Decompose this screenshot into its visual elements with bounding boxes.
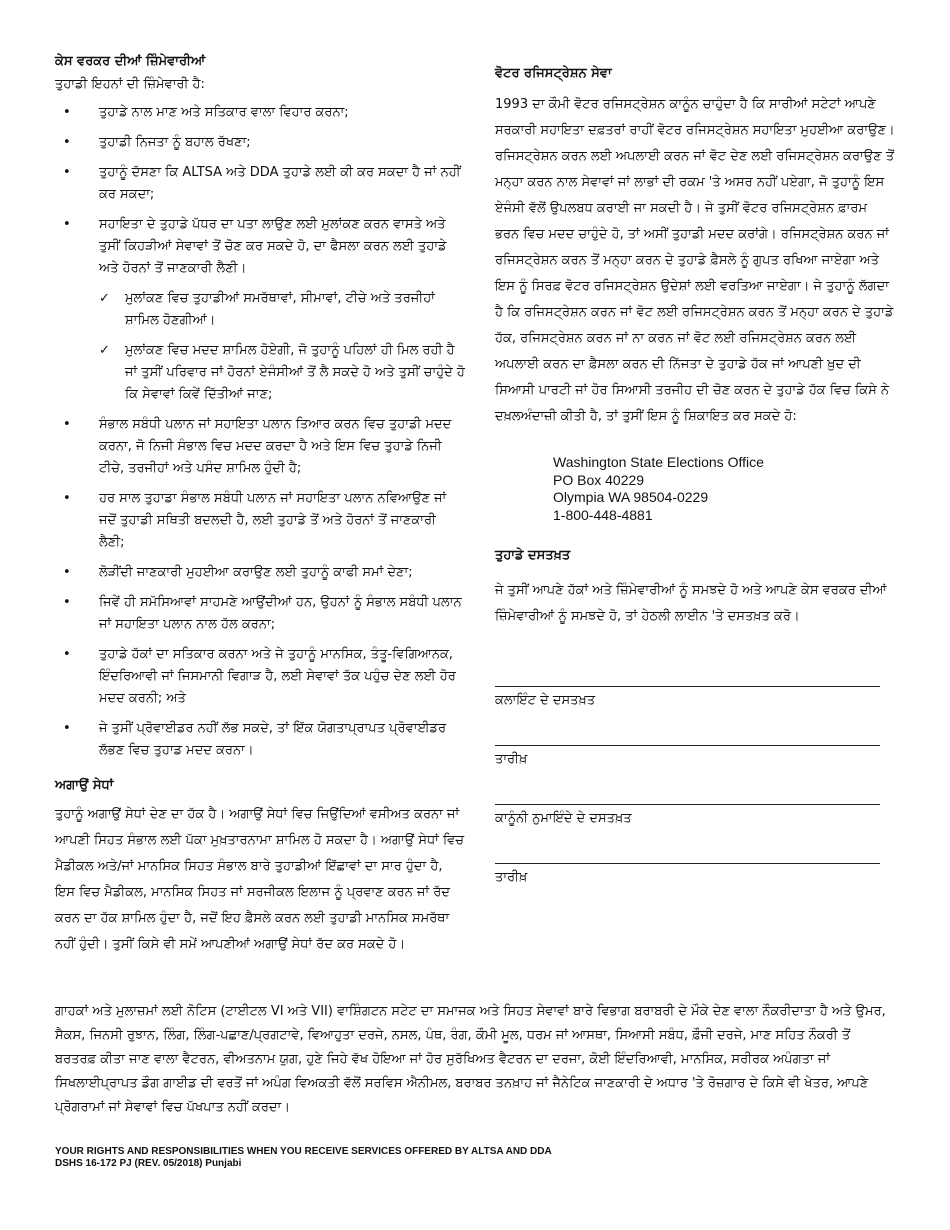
list-item: • ਤੁਹਾਡੇ ਨਾਲ ਮਾਣ ਅਤੇ ਸਤਿਕਾਰ ਵਾਲਾ ਵਿਹਾਰ ਕਰਨਾ; xyxy=(55,102,465,124)
list-item: • ਜੇ ਤੁਸੀਂ ਪ੍ਰੋਵਾਈਡਰ ਨਹੀਂ ਲੱਭ ਸਕਦੇ, ਤਾਂ ਇੱਕ ਯੋਗਤਾਪ੍ਰਾਪਤ ਪ੍ਰੋਵਾਈਡਰ ਲੱਭਣ ਵਿਚ ਤੁਹਾਡ ਮਦਦ ਕਰਨਾ। xyxy=(55,718,465,762)
check-icon: ✓ xyxy=(99,291,110,306)
date-line-2[interactable]: ਤਾਰੀਖ਼ xyxy=(495,863,880,888)
list-item: • ਜਿਵੇਂ ਹੀ ਸਮੱਸਿਆਵਾਂ ਸਾਹਮਣੇ ਆਉਂਦੀਆਂ ਹਨ, ਉਹਨਾਂ ਨੂੰ ਸੰਭਾਲ ਸਬੰਧੀ ਪਲਾਨ ਜਾਂ ਸਹਾਇਤਾ ਪਲਾਨ ਨਾਲ ਹੱਲ ਕਰਨਾ; xyxy=(55,592,465,636)
assessment-sublist xyxy=(99,288,465,406)
right-column xyxy=(495,52,895,888)
bullet-icon: • xyxy=(63,595,71,610)
check-icon: ✓ xyxy=(99,343,110,358)
list-item: • ਸਹਾਇਤਾ ਦੇ ਤੁਹਾਡੇ ਪੱਧਰ ਦਾ ਪਤਾ ਲਾਉਣ ਲਈ ਮੁਲਾਂਕਣ ਕਰਨ ਵਾਸਤੇ ਅਤੇ ਤੁਸੀਂ ਕਿਹੜੀਆਂ ਸੇਵਾਵਾਂ ਤੋਂ ਚੋਣ ਕਰ ਸਕਦੇ ਹੋ, ਦਾ ਫੈਸਲਾ ਕਰਨ ਲਈ ਤੁਹਾਡੇ ਅਤੇ ਹੋਰਨਾਂ ਤੋਂ ਜਾਣਕਾਰੀ ਲੈਣੀ। ✓ ਮੁਲਾਂਕਣ ਵਿਚ ਤੁਹਾਡੀਆਂ ਸਮਰੱਥਾਵਾਂ, ਸੀਮਾਵਾਂ, ਟੀਚੇ ਅਤੇ ਤਰਜੀਹਾਂ ਸ਼ਾਮਿਲ ਹੋਣਗੀਆਂ। ✓ ਮੁਲਾਂਕਣ ਵਿਚ ਮਦਦ ਸ਼ਾਮਿਲ ਹੋਏਗੀ, ਜੋ ਤੁਹਾਨੂੰ ਪਹਿਲਾਂ ਹੀ ਮਿਲ ਰਹੀ ਹੈ ਜਾਂ ਤੁਸੀਂ ਪਰਿਵਾਰ ਜਾਂ ਹੋਰਨਾਂ ਏਜੰਸੀਆਂ ਤੋਂ ਲੈ ਸਕਦੇ ਹੋ ਅਤੇ ਤੁਸੀਂ ਚਾਹੁੰਦੇ ਹੋ ਕਿ ਸੇਵਾਵਾਂ ਕਿਵੇਂ ਦਿੱਤੀਆਂ ਜਾਣ; xyxy=(55,214,465,406)
sub-list-item: ✓ ਮੁਲਾਂਕਣ ਵਿਚ ਤੁਹਾਡੀਆਂ ਸਮਰੱਥਾਵਾਂ, ਸੀਮਾਵਾਂ, ਟੀਚੇ ਅਤੇ ਤਰਜੀਹਾਂ ਸ਼ਾਮਿਲ ਹੋਣਗੀਆਂ। xyxy=(99,288,465,332)
voter-heading: ਵੋਟਰ ਰਜਿਸਟ੍ਰੇਸ਼ਨ ਸੇਵਾ xyxy=(495,66,612,81)
case-worker-intro: ਤੁਹਾਡੀ ਇਹਨਾਂ ਦੀ ਜ਼ਿੰਮੇਵਾਰੀ ਹੈ: xyxy=(55,77,205,92)
bullet-icon: • xyxy=(63,217,71,232)
footer-title: YOUR RIGHTS AND RESPONSIBILITIES WHEN YOU RECEIVE SERVICES OFFERED BY ALTSA AND DDA xyxy=(55,1146,552,1157)
list-item: • ਹਰ ਸਾਲ ਤੁਹਾਡਾ ਸੰਭਾਲ ਸਬੰਧੀ ਪਲਾਨ ਜਾਂ ਸਹਾਇਤਾ ਪਲਾਨ ਨਵਿਆਉਣ ਜਾਂ ਜਦੋਂ ਤੁਹਾਡੀ ਸਥਿਤੀ ਬਦਲਦੀ ਹੈ, ਲਈ ਤੁਹਾਡੇ ਤੋਂ ਅਤੇ ਹੋਰਨਾਂ ਤੋਂ ਜਾਣਕਾਰੀ ਲੈਣੀ; xyxy=(55,488,465,554)
advance-directives-heading: ਅਗਾਉਂ ਸੇਧਾਂ xyxy=(55,778,114,793)
advance-directives-text: ਤੁਹਾਨੂੰ ਅਗਾਉਂ ਸੇਧਾਂ ਦੇਣ ਦਾ ਹੱਕ ਹੈ। ਅਗਾਉਂ ਸੇਧਾਂ ਵਿਚ ਜਿਉਂਦਿਆਂ ਵਸੀਅਤ ਕਰਨਾ ਜਾਂ ਆਪਣੀ ਸਿਹਤ ਸੰਭਾਲ ਲਈ ਪੱਕਾ ਮੁਖ਼ਤਾਰਨਾਮਾ ਸ਼ਾਮਿਲ ਹੋ ਸਕਦਾ ਹੈ। ਅਗਾਉਂ ਸੇਧਾਂ ਵਿਚ ਮੈਡੀਕਲ ਅਤੇ/ਜਾਂ ਮਾਨਸਿਕ ਸਿਹਤ ਸੰਭਾਲ ਬਾਰੇ ਤੁਹਾਡੀਆਂ ਇੱਛਾਵਾਂ ਦਾ ਸਾਰ ਹੁੰਦਾ ਹੈ, ਇਸ ਵਿਚ ਮੈਡੀਕਲ, ਮਾਨਸਿਕ ਸਿਹਤ ਜਾਂ ਸਰਜੀਕਲ ਇਲਾਜ ਨੂੰ ਪ੍ਰਵਾਣ ਕਰਨ ਜਾਂ ਰੱਦ ਕਰਨ ਦਾ ਹੱਕ ਸ਼ਾਮਿਲ ਹੁੰਦਾ ਹੈ, ਜਦੋਂ ਇਹ ਫ਼ੈਸਲੇ ਕਰਨ ਲਈ ਤੁਹਾਡੀ ਮਾਨਸਿਕ ਸਮਰੱਥਾ ਨਹੀਂ ਹੁੰਦੀ। ਤੁਸੀਂ ਕਿਸੇ ਵੀ ਸਮੇਂ ਆਪਣੀਆਂ ਅਗਾਉਂ ਸੇਧਾਂ ਰੱਦ ਕਰ ਸਕਦੇ ਹੋ। xyxy=(55,807,465,952)
bullet-icon: • xyxy=(63,721,71,736)
case-worker-heading: ਕੇਸ ਵਰਕਰ ਦੀਆਂ ਜ਼ਿੰਮੇਵਾਰੀਆਂ xyxy=(55,54,206,69)
bullet-icon: • xyxy=(63,105,71,120)
bullet-icon: • xyxy=(63,565,71,580)
signature-heading: ਤੁਹਾਡੇ ਦਸਤਖ਼ਤ xyxy=(495,548,571,563)
list-item: • ਲੋੜੀਂਦੀ ਜਾਣਕਾਰੀ ਮੁਹਈਆ ਕਰਾਉਣ ਲਈ ਤੁਹਾਨੂੰ ਕਾਫੀ ਸਮਾਂ ਦੇਣਾ; xyxy=(55,562,465,584)
bullet-icon: • xyxy=(63,491,71,506)
nondiscrimination-notice: ਗਾਹਕਾਂ ਅਤੇ ਮੁਲਾਜ਼ਮਾਂ ਲਈ ਨੋਟਿਸ (ਟਾਈਟਲ VI ਅਤੇ VII) ਵਾਸ਼ਿੰਗਟਨ ਸਟੇਟ ਦਾ ਸਮਾਜਕ ਅਤੇ ਸਿਹਤ ਸੇਵਾਵਾਂ ਬਾਰੇ ਵਿਭਾਗ ਬਰਾਬਰੀ ਦੇ ਮੌਕੇ ਦੇਣ ਵਾਲਾ ਨੌਕਰੀਦਾਤਾ ਹੈ ਅਤੇ ਉਮਰ, ਸੈਕਸ, ਜਿਨਸੀ ਰੁਝਾਨ, ਲਿੰਗ, ਲਿੰਗ-ਪਛਾਣ/ਪ੍ਰਗਟਾਵੇ, ਵਿਆਹੁਤਾ ਦਰਜੇ, ਨਸਲ, ਪੰਥ, ਰੰਗ, ਕੌਮੀ ਮੂਲ, ਧਰਮ ਜਾਂ ਆਸਥਾ, ਸਿਆਸੀ ਸਬੰਧ, ਫ਼ੌਜੀ ਦਰਜੇ, ਮਾਣ ਸਹਿਤ ਨੌਕਰੀ ਤੋਂ ਬਰਤਰਫ਼ ਕੀਤਾ ਜਾਣ ਵਾਲਾ ਵੈਟਰਨ, ਵੀਅਤਨਾਮ ਯੁਗ, ਹੁਣੇ ਜਿਹੇ ਵੱਖ ਹੋਇਆ ਜਾਂ ਹੋਰ ਸੁਰੱਖਿਅਤ ਵੈਟਰਨ ਦਾ ਦਰਜਾ, ਕੋਈ ਇੰਦਰਿਆਵੀ, ਮਾਨਸਿਕ, ਸਰੀਰਕ ਅਪੰਗਤਾ ਜਾਂ ਸਿਖਲਾਈਪ੍ਰਾਪਤ ਡੌਗ ਗਾਈਡ ਦੀ ਵਰਤੋਂ ਜਾਂ ਅਪੰਗ ਵਿਅਕਤੀ ਵੱਲੋਂ ਸਰਵਿਸ ਐਨੀਮਲ, ਬਰਾਬਰ ਤਨਖ਼ਾਹ ਜਾਂ ਜੈਨੇਟਿਕ ਜਾਣਕਾਰੀ ਦੇ ਅਧਾਰ 'ਤੇ ਰੋਜ਼ਗਾਰ ਦੇ ਕਿਸੇ ਵੀ ਖੇਤਰ, ਆਪਣੇ ਪ੍ਰੋਗਰਾਮਾਂ ਜਾਂ ਸੇਵਾਵਾਂ ਵਿਚ ਪੱਖਪਾਤ ਨਹੀਂ ਕਰਦਾ। xyxy=(55,1004,886,1115)
voter-text: 1993 ਦਾ ਕੌਮੀ ਵੋਟਰ ਰਜਿਸਟ੍ਰੇਸ਼ਨ ਕਾਨੂੰਨ ਚਾਹੁੰਦਾ ਹੈ ਕਿ ਸਾਰੀਆਂ ਸਟੇਟਾਂ ਆਪਣੇ ਸਰਕਾਰੀ ਸਹਾਇਤਾ ਦਫ਼ਤਰਾਂ ਰਾਹੀਂ ਵੋਟਰ ਰਜਿਸਟ੍ਰੇਸ਼ਨ ਸਹਾਇਤਾ ਮੁਹਈਆ ਕਰਾਉਣ। ਰਜਿਸਟ੍ਰੇਸ਼ਨ ਕਰਨ ਲਈ ਅਪਲਾਈ ਕਰਨ ਜਾਂ ਵੋਟ ਦੇਣ ਲਈ ਰਜਿਸਟ੍ਰੇਸ਼ਨ ਕਰਾਉਣ ਤੋਂ ਮਨ੍ਹਾ ਕਰਨ ਨਾਲ ਸੇਵਾਵਾਂ ਜਾਂ ਲਾਭਾਂ ਦੀ ਰਕਮ 'ਤੇ ਅਸਰ ਨਹੀਂ ਪਏਗਾ, ਜੋ ਤੁਹਾਨੂੰ ਇਸ ਏਜੰਸੀ ਵੱਲੋਂ ਉਪਲਬਧ ਕਰਾਈ ਜਾ ਸਕਦੀ ਹੈ। ਜੇ ਤੁਸੀਂ ਵੋਟਰ ਰਜਿਸਟ੍ਰੇਸ਼ਨ ਫ਼ਾਰਮ ਭਰਨ ਵਿਚ ਮਦਦ ਚਾਹੁੰਦੇ ਹੋ, ਤਾਂ ਅਸੀਂ ਤੁਹਾਡੀ ਮਦਦ ਕਰਾਂਗੇ। ਰਜਿਸਟ੍ਰੇਸ਼ਨ ਕਰਨ ਜਾਂ ਰਜਿਸਟ੍ਰੇਸ਼ਨ ਕਰਨ ਤੋਂ ਮਨ੍ਹਾ ਕਰਨ ਦੇ ਤੁਹਾਡੇ ਫ਼ੈਸਲੇ ਨੂੰ ਗੁਪਤ ਰਖਿਆ ਜਾਏਗਾ ਅਤੇ ਇਸ ਨੂੰ ਸਿਰਫ਼ ਵੋਟਰ ਰਜਿਸਟ੍ਰੇਸ਼ਨ ਉਦੇਸ਼ਾਂ ਲਈ ਵਰਤਿਆ ਜਾਏਗਾ। ਜੇ ਤੁਹਾਨੂੰ ਲੱਗਦਾ ਹੈ ਕਿ ਰਜਿਸਟ੍ਰੇਸ਼ਨ ਕਰਨ ਜਾਂ ਵੋਟ ਲਈ ਰਜਿਸਟ੍ਰੇਸ਼ਨ ਕਰਨ ਤੋਂ ਮਨ੍ਹਾ ਕਰਨ ਦੇ ਤੁਹਾਡੇ ਹੱਕ, ਰਜਿਸਟ੍ਰੇਸ਼ਨ ਕਰਨ ਜਾਂ ਨਾ ਕਰਨ ਜਾਂ ਵੋਟ ਲਈ ਰਜਿਸਟ੍ਰੇਸ਼ਨ ਕਰਨ ਲਈ ਅਪਲਾਈ ਕਰਨ ਦਾ ਫ਼ੈਸਲਾ ਕਰਨ ਦੀ ਨਿੱਜਤਾ ਦੇ ਤੁਹਾਡੇ ਹੱਕ ਜਾਂ ਆਪਣੀ ਖ਼ੁਦ ਦੀ ਸਿਆਸੀ ਪਾਰਟੀ ਜਾਂ ਹੋਰ ਸਿਆਸੀ ਤਰਜੀਹ ਦੀ ਚੋਣ ਕਰਨ ਦੇ ਤੁਹਾਡੇ ਹੱਕ ਵਿਚ ਕਿਸੇ ਨੇ ਦਖ਼ਲਅੰਦਾਜ਼ੀ ਕੀਤੀ ਹੈ, ਤਾਂ ਤੁਸੀਂ ਇਸ ਨੂੰ ਸ਼ਿਕਾਇਤ ਕਰ ਸਕਦੇ ਹੋ: xyxy=(495,97,895,424)
date-line-1[interactable]: ਤਾਰੀਖ਼ xyxy=(495,745,880,770)
footer xyxy=(55,1146,552,1170)
bullet-icon: • xyxy=(63,135,71,150)
list-item: • ਤੁਹਾਡੇ ਹੱਕਾਂ ਦਾ ਸਤਿਕਾਰ ਕਰਨਾ ਅਤੇ ਜੇ ਤੁਹਾਨੂੰ ਮਾਨਸਿਕ, ਤੰਤੂ-ਵਿਗਿਆਨਕ, ਇੰਦਰਿਆਵੀ ਜਾਂ ਜਿਸਮਾਨੀ ਵਿਗਾੜ ਹੈ, ਲਈ ਸੇਵਾਵਾਂ ਤੱਕ ਪਹੁੰਚ ਦੇਣ ਲਈ ਹੋਰ ਮਦਦ ਕਰਨੀ; ਅਤੇ xyxy=(55,644,465,710)
list-item: • ਤੁਹਾਨੂੰ ਦੱਸਣਾ ਕਿ ALTSA ਅਤੇ DDA ਤੁਹਾਡੇ ਲਈ ਕੀ ਕਰ ਸਕਦਾ ਹੈ ਜਾਂ ਨਹੀਂ ਕਰ ਸਕਦਾ; xyxy=(55,162,465,206)
client-signature-line[interactable]: ਕਲਾਇੰਟ ਦੇ ਦਸਤਖ਼ਤ xyxy=(495,686,880,711)
left-column xyxy=(55,52,465,958)
case-worker-list xyxy=(55,102,465,762)
list-item: • ਤੁਹਾਡੀ ਨਿਜਤਾ ਨੂੰ ਬਹਾਲ ਰੱਖਣਾ; xyxy=(55,132,465,154)
footer-form-id: DSHS 16-172 PJ (REV. 05/2018) Punjabi xyxy=(55,1158,242,1169)
signature-text: ਜੇ ਤੁਸੀਂ ਆਪਣੇ ਹੱਕਾਂ ਅਤੇ ਜ਼ਿੰਮੇਵਾਰੀਆਂ ਨੂੰ ਸਮਝਦੇ ਹੋ ਅਤੇ ਆਪਣੇ ਕੇਸ ਵਰਕਰ ਦੀਆਂ ਜ਼ਿੰਮੇਵਾਰੀਆਂ ਨੂੰ ਸਮਝਦੇ ਹੋ, ਤਾਂ ਹੇਠਲੀ ਲਾਈਨ 'ਤੇ ਦਸਤਖ਼ਤ ਕਰੋ। xyxy=(495,583,887,624)
bullet-icon: • xyxy=(63,417,71,432)
legal-rep-signature-line[interactable]: ਕਾਨੂੰਨੀ ਨੁਮਾਇੰਦੇ ਦੇ ਦਸਤਖ਼ਤ xyxy=(495,804,880,829)
sub-list-item: ✓ ਮੁਲਾਂਕਣ ਵਿਚ ਮਦਦ ਸ਼ਾਮਿਲ ਹੋਏਗੀ, ਜੋ ਤੁਹਾਨੂੰ ਪਹਿਲਾਂ ਹੀ ਮਿਲ ਰਹੀ ਹੈ ਜਾਂ ਤੁਸੀਂ ਪਰਿਵਾਰ ਜਾਂ ਹੋਰਨਾਂ ਏਜੰਸੀਆਂ ਤੋਂ ਲੈ ਸਕਦੇ ਹੋ ਅਤੇ ਤੁਸੀਂ ਚਾਹੁੰਦੇ ਹੋ ਕਿ ਸੇਵਾਵਾਂ ਕਿਵੇਂ ਦਿੱਤੀਆਂ ਜਾਣ; xyxy=(99,340,465,406)
bullet-icon: • xyxy=(63,165,71,180)
elections-office-address: Washington State Elections Office PO Box 40229 Olympia WA 98504-0229 1-800-448-4881 xyxy=(553,454,764,523)
list-item: • ਸੰਭਾਲ ਸਬੰਧੀ ਪਲਾਨ ਜਾਂ ਸਹਾਇਤਾ ਪਲਾਨ ਤਿਆਰ ਕਰਨ ਵਿਚ ਤੁਹਾਡੀ ਮਦਦ ਕਰਨਾ, ਜੋ ਨਿਜੀ ਸੰਭਾਲ ਵਿਚ ਮਦਦ ਕਰਦਾ ਹੈ ਅਤੇ ਇਸ ਵਿਚ ਤੁਹਾਡੇ ਨਿਜੀ ਟੀਚੇ, ਤਰਜੀਹਾਂ ਅਤੇ ਪਸੰਦ ਸ਼ਾਮਿਲ ਹੁੰਦੀ ਹੈ; xyxy=(55,414,465,480)
bullet-icon: • xyxy=(63,647,71,662)
